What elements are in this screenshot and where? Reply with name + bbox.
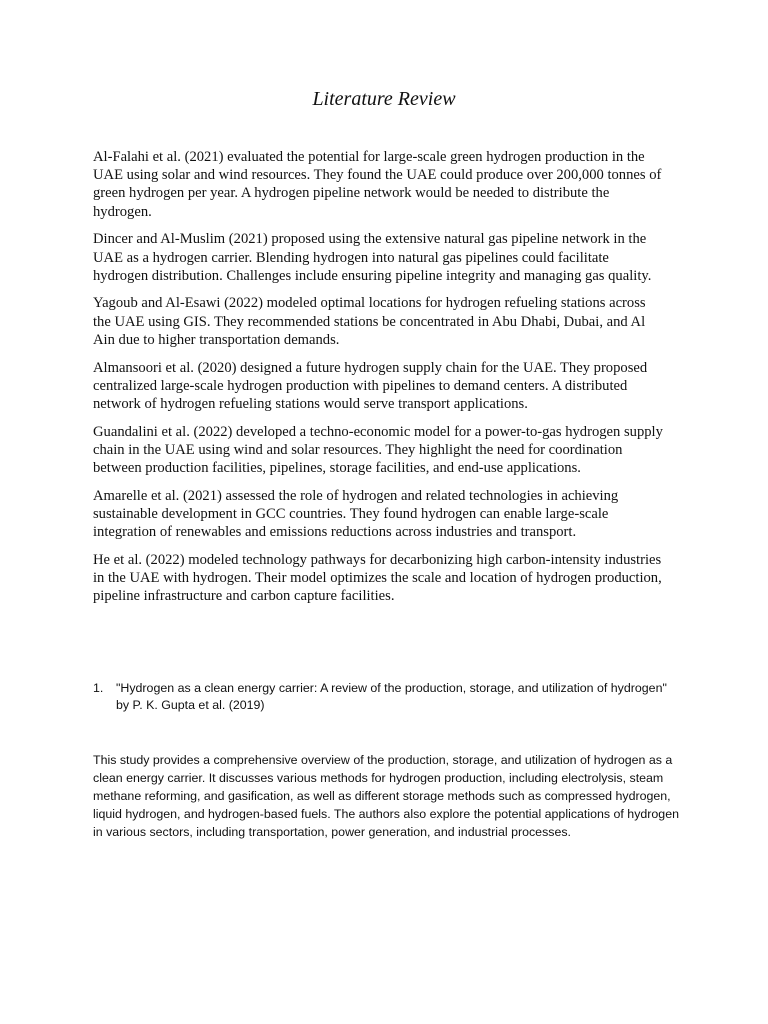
paragraph-dincer: Dincer and Al-Muslim (2021) proposed using the extensive natural gas pipeline network in the UAE as a hydrogen carrier. Blending hydrogen into natural gas pipelines could facilitate hydrogen distribution. Challenges include ensuring pipeline integrity and managing gas quality. (93, 231, 652, 284)
reference-text: "Hydrogen as a clean energy carrier: A review of the production, storage, and utilization of hydrogen" by P. K. Gupta et al. (2019) (116, 681, 667, 713)
summary-paragraph: This study provides a comprehensive overview of the production, storage, and utilization of hydrogen as a clean energy carrier. It discusses various methods for hydrogen production, including electrolysis, steam methane reforming, and gasification, as well as different storage methods such as compressed hydrogen, liquid hydrogen, and hydrogen-based fuels. The authors also explore the potential applications of hydrogen in various sectors, including transportation, power generation, and industrial processes. (93, 753, 679, 839)
paragraph-he: He et al. (2022) modeled technology pathways for decarbonizing high carbon-intensity industries in the UAE with hydrogen. Their model optimizes the scale and location of hydrogen production, pipeline infrastructure and carbon capture facilities. (93, 551, 662, 605)
list-number: 1. (93, 681, 104, 695)
paragraph-yagoub: Yagoub and Al-Esawi (2022) modeled optimal locations for hydrogen refueling stations across the UAE using GIS. They recommended stations be concentrated in Abu Dhabi, Dubai, and Al Ain due to higher transportation demands. (93, 295, 646, 348)
paragraph-guandalini: Guandalini et al. (2022) developed a techno-economic model for a power-to-gas hydrogen supply chain in the UAE using wind and solar resources. They highlight the need for coordination between production facilities, pipelines, storage facilities, and end-use applications. (93, 423, 663, 477)
list-item (93, 680, 673, 715)
paragraph-almansoori: Almansoori et al. (2020) designed a future hydrogen supply chain for the UAE. They proposed centralized large-scale hydrogen production with pipelines to demand centers. A distributed network of hydrogen refueling stations would serve transport applications. (93, 359, 648, 412)
literature-paragraphs (93, 148, 663, 615)
reference-list (93, 680, 673, 715)
paragraph-al-falahi: Al-Falahi et al. (2021) evaluated the potential for large-scale green hydrogen production in the UAE using solar and wind resources. They found the UAE could produce over 200,000 tonnes of green hydrogen per year. A hydrogen pipeline network would be needed to distribute the hydrogen. (93, 149, 662, 220)
page-title: Literature Review (312, 88, 456, 110)
paragraph-amarelle: Amarelle et al. (2021) assessed the role of hydrogen and related technologies in achieving sustainable development in GCC countries. They found hydrogen can enable large-scale integration of renewables and emissions reductions across industries and transport. (93, 487, 619, 541)
